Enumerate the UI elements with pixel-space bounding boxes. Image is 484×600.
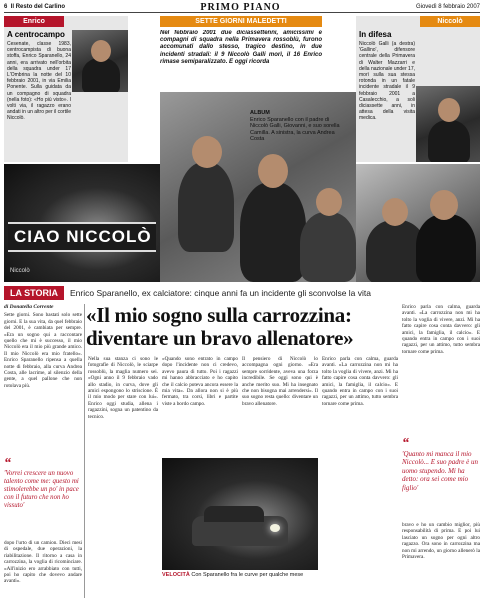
page-number: 6 Il Resto del Carlino xyxy=(4,4,66,10)
album-caption xyxy=(250,110,346,143)
ciao-niccolo-photo xyxy=(4,164,160,282)
story-column-2 xyxy=(88,356,158,596)
story-headline: «Il mio sogno sulla carrozzina: diventare un bravo allenatore» xyxy=(86,303,354,350)
story-col1-text: Sette giorni. Sono bastati solo sette giorni. E la sua vita, da quel febbraio del 2001, è cambiata per sempre. «Era un sogno qui a raccontare quello che mi è successo, il mio Niccolò era il mio più grande amico. Il mio Niccolò era mio fratello». Enrico Sparanello ripensa a quella notte di febbraio, alla curva Andrea Costa, alle lacrime, al silenzio della gente, a quel pallone che non rotolava più. xyxy=(4,312,82,389)
pull-quote-2-text: 'Quanto mi manca il mio Niccolò... E suo padre è un uomo stupendo. Mi ha detto: ora sei come mio figlio' xyxy=(402,450,478,492)
enrico-box-title: A centrocampo xyxy=(7,30,65,39)
velocita-photo xyxy=(162,458,318,570)
niccolo-box-title: In difesa xyxy=(359,30,392,39)
page-header xyxy=(4,2,480,13)
column-divider xyxy=(84,304,85,598)
story-column-3 xyxy=(162,356,238,456)
friends-photo xyxy=(356,164,480,282)
niccolo-portrait xyxy=(416,86,480,162)
velocita-caption-label: VELOCITÀ xyxy=(162,572,190,578)
story-column-1b xyxy=(4,540,82,598)
niccolo-box-text: Niccolò Galli (a destra) 'Gallino', difensore centrale della Primavera di Walter Mazzarri e della nazionale under 17, morì sulla sua stessa rotonda in un fatale incidente stradale il 9 febbraio 2001 a Casalecchio, a soli diciassette anni, in attesa della visita medica. xyxy=(359,41,415,122)
story-col1b-text: dopo l'urto di un camion. Dieci mesi di ospedale, due operazioni, la riabilitazione. Il ritorno a casa in carrozzina, la voglia di ricominciare. «All'inizio ero arrabbiato con tutti, poi ho capito che dovevo andare avanti». xyxy=(4,540,82,585)
issue-date: Giovedì 8 febbraio 2007 xyxy=(415,4,480,10)
story-column-5 xyxy=(322,356,398,598)
sette-giorni-kicker: SETTE GIORNI MALEDETTI xyxy=(160,16,322,27)
story-col2-text: Nella sua stanza ci sono le fotografie di Niccolò, le sciarpe rossoblù, la maglia numero sei. «Ogni anno il 9 febbraio vado allo stadio, in curva, dove gli amici espongono lo striscione. È il mio modo per stare con lui». Enrico oggi studia, allena i ragazzini, sogna un patentino da tecnico. xyxy=(88,356,158,420)
enrico-box-text: Cesenate, classe 1983, centrocampista di buona stoffa, Enrico Sparanello, 24 anni, era arrivato nell'orbita della squadra under 17 L'Ombrina la notte del 10 febbraio 2001, in via Emilia Ponente. Sulla guidata da un compagno di squadra (nella foto): «Ho più visto». I volti via, il ragazzo erano andati in un altro per il cortile Niccolò. xyxy=(7,41,71,122)
sette-giorni-text: Nel febbraio 2001 due diciassettenni, amicissimi e compagni di squadra nella Primavera rossoblù, furono accomunati dallo stesso, tragico destino, in due incidenti stradali: il 9 Niccolò Galli morì, il 16 Enrico rimase semiparalizzato. E oggi ricorda xyxy=(160,30,322,65)
story-subhead: Enrico Sparanello, ex calciatore: cinque anni fa un incidente gli sconvolse la vita xyxy=(70,288,371,298)
story-col3-text: «Quando sono entrato in campo dopo l'incidente non ci credevo, avevo paura di tutto. Poi i ragazzi mi hanno abbracciato e ho capito che il calcio poteva ancora essere la mia vita». Da allora non si è più fermato, tra corsi, libri e partite viste a bordo campo. xyxy=(162,356,238,407)
story-col6-text: bravo e ho un cambio miglior, più responsabilità di prima. E poi lui lasciato un sogno per ogni altro ragazzo. Ora sono in carrozzina ma non mi arrendo, un giorno allenerò la Primavera. xyxy=(402,522,480,561)
velocita-caption xyxy=(162,572,318,579)
story-column-1 xyxy=(4,304,82,454)
pull-quote-2: “ 'Quanto mi manca il mio Niccolò... E suo padre è un uomo stupendo. Mi ha detto: ora sei come mio figlio' xyxy=(402,436,478,492)
banner-text: CIAO NICCOLÒ xyxy=(14,227,152,246)
album-caption-label: ALBUM xyxy=(250,110,270,116)
pull-quote-1: “ 'Vorrei crescere un nuovo talento come me: questo mi stimolerebbe un po' in pace con il futuro che non ho vissuto' xyxy=(4,456,79,509)
story-tag: LA STORIA xyxy=(4,286,64,300)
story-column-6-top xyxy=(402,304,480,434)
story-col5-text: Enrico parla con calma, guarda avanti. «La carrozzina non mi ha tolto la voglia di vivere, anzi. Mi ha fatto capire cosa conta davvero: gli amici, la famiglia, il calcio». E quando entra in campo con i suoi ragazzi, per un attimo, tutto sembra tornare come prima. xyxy=(322,356,398,407)
ciao-niccolo-banner xyxy=(8,222,156,252)
story-col6-top-text: Enrico parla con calma, guarda avanti. «La carrozzina non mi ha tolto la voglia di vivere, anzi. Mi ha fatto capire cosa conta davvero: gli amici, la famiglia, il calcio». E quando entra in campo con i suoi ragazzi, per un attimo, tutto sembra tornare come prima. xyxy=(402,304,480,355)
story-kicker-bar xyxy=(4,286,480,300)
album-caption-text: Enrico Sparanello con il padre di Niccolò Galli, Giovanni, e suo sorella Camilla. A sinistra, la curva Andrea Costa xyxy=(250,116,340,142)
story-byline: di Donatella Corrente xyxy=(4,304,54,310)
enrico-portrait xyxy=(72,30,128,92)
pull-quote-1-text: 'Vorrei crescere un nuovo talento come me: questo mi stimolerebbe un po' in pace con il futuro che non ho vissuto' xyxy=(4,470,79,509)
niccolo-kicker: Niccolò xyxy=(420,16,480,27)
story-col4-text: Il pensiero di Niccolò lo accompagna ogni giorno. «Era sempre sorridente, aveva una forza incredibile. Se oggi sono qui è anche merito suo. Mi ha insegnato che non bisogna mai arrendersi». Il suo sogno resta quello: diventare un bravo allenatore. xyxy=(242,356,318,407)
section-title: PRIMO PIANO xyxy=(200,1,281,13)
enrico-kicker: Enrico xyxy=(4,16,64,27)
banner-small-label: Niccolò xyxy=(10,268,30,274)
story-column-4 xyxy=(242,356,318,456)
velocita-caption-text: Con Sparanello fra le curve per qualche mese xyxy=(191,572,304,578)
story-column-6 xyxy=(402,522,480,598)
